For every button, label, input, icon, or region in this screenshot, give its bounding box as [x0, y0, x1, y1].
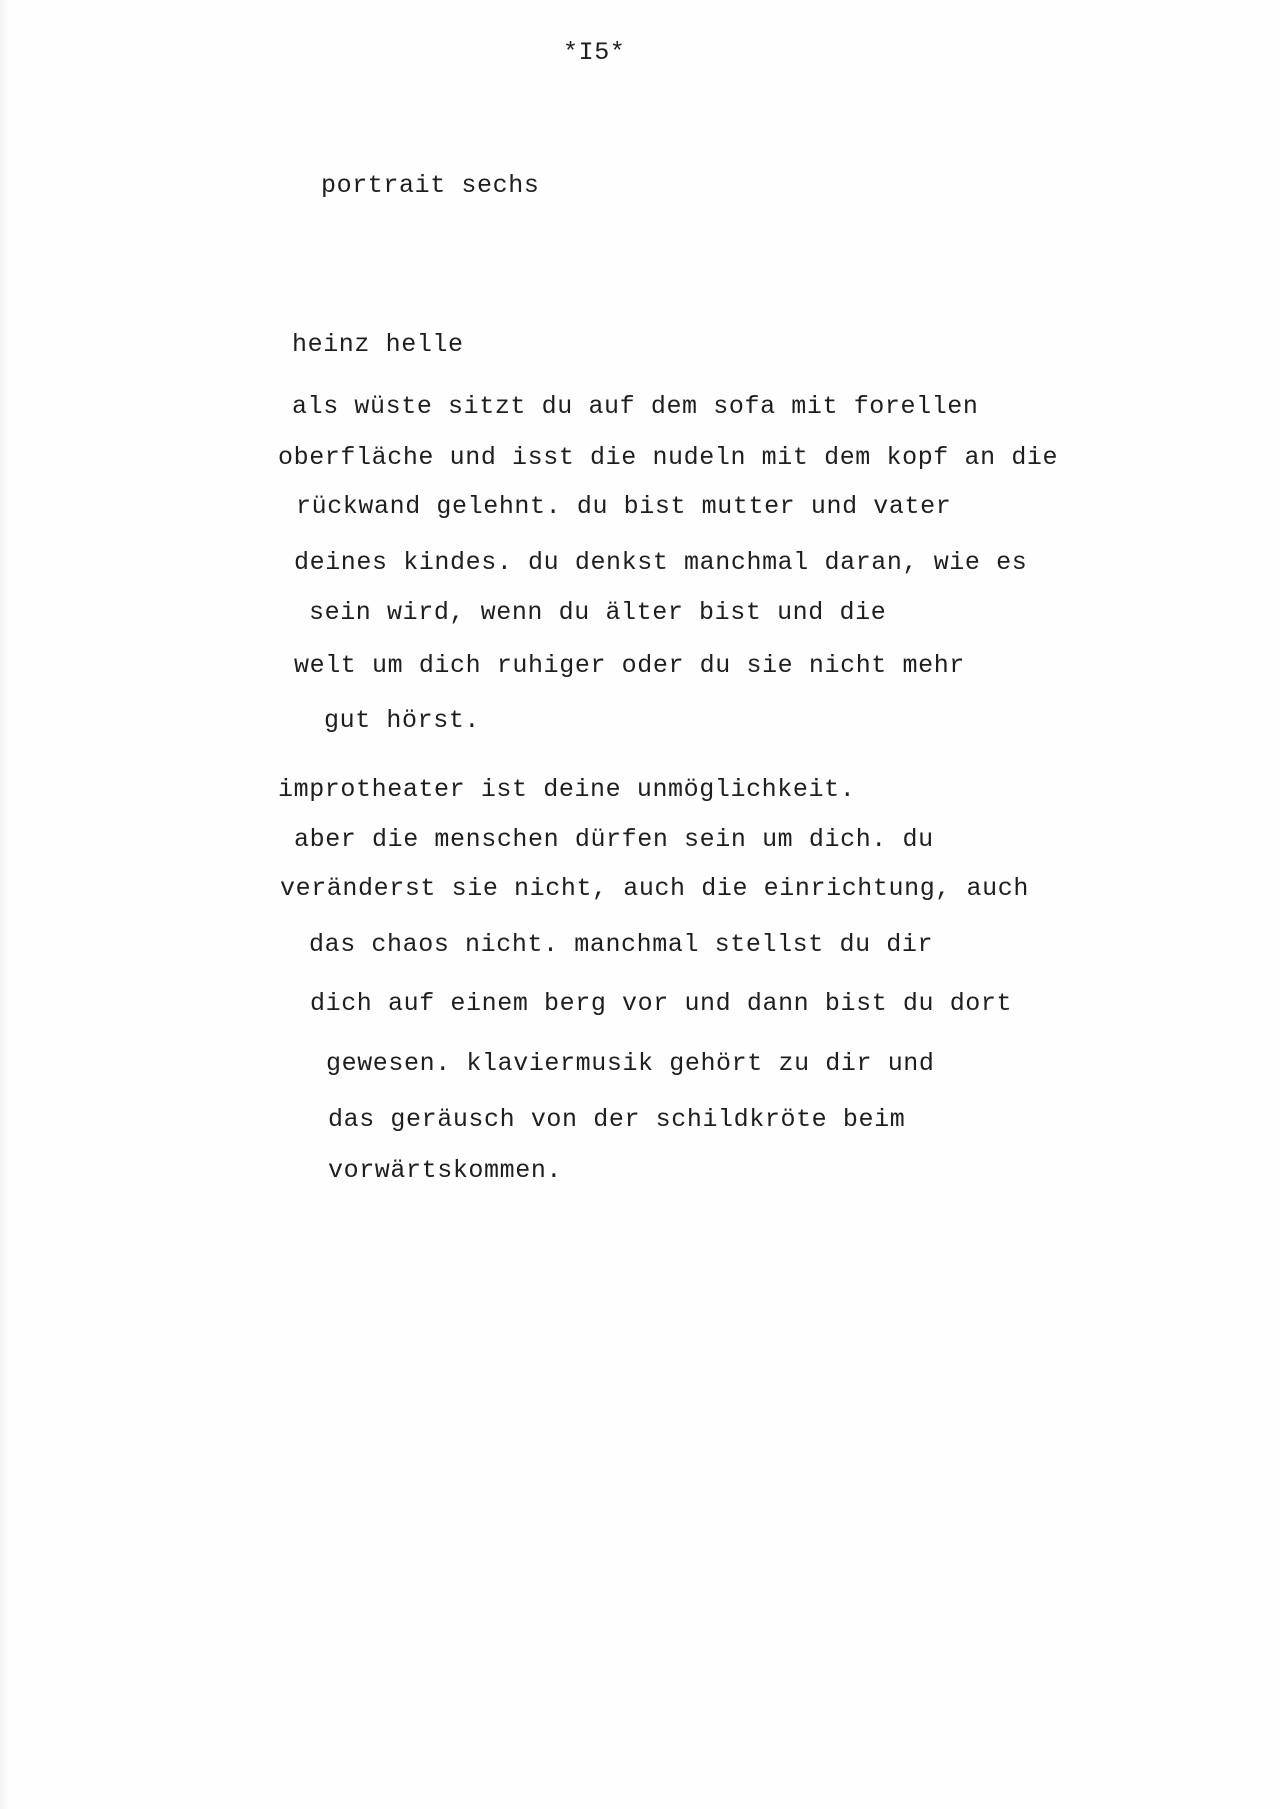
poem-line: sein wird, wenn du älter bist und die	[309, 598, 887, 627]
poem-line: aber die menschen dürfen sein um dich. du	[294, 825, 934, 854]
poem-line: als wüste sitzt du auf dem sofa mit forellen	[292, 392, 979, 421]
poem-line: vorwärtskommen.	[328, 1156, 563, 1185]
poem-title: portrait sechs	[321, 171, 540, 200]
poem-line: gut hörst.	[324, 706, 481, 735]
poem-line: dich auf einem berg vor und dann bist du dort	[310, 989, 1013, 1018]
author-name: heinz helle	[292, 330, 464, 359]
poem-line: veränderst sie nicht, auch die einrichtung, auch	[280, 874, 1029, 903]
poem-line: rückwand gelehnt. du bist mutter und vater	[296, 492, 952, 521]
poem-line: das chaos nicht. manchmal stellst du dir	[309, 930, 934, 959]
poem-line: das geräusch von der schildkröte beim	[328, 1105, 906, 1134]
poem-line: oberfläche und isst die nudeln mit dem kopf an die	[278, 443, 1059, 472]
poem-line: gewesen. klaviermusik gehört zu dir und	[326, 1049, 935, 1078]
poem-line: deines kindes. du denkst manchmal daran, wie es	[294, 548, 1028, 577]
page-number: *I5*	[563, 38, 626, 67]
poem-line: welt um dich ruhiger oder du sie nicht mehr	[294, 651, 965, 680]
poem-line: improtheater ist deine unmöglichkeit.	[278, 775, 856, 804]
